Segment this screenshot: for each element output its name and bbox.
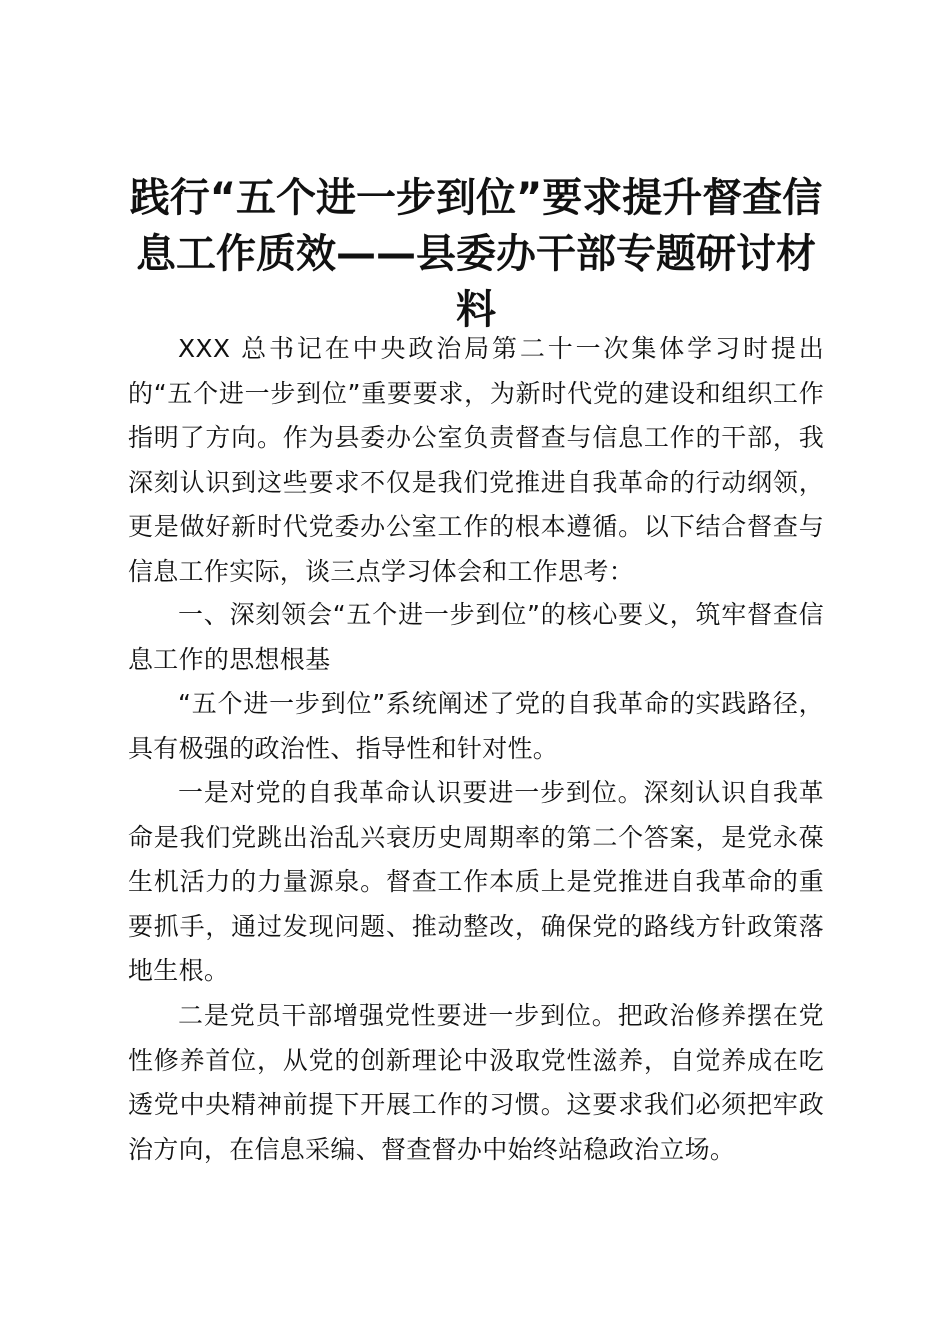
section-heading: 一、深刻领会“五个进一步到位”的核心要义，筑牢督查信息工作的思想根基 xyxy=(128,600,824,674)
point-two-paragraph: 二是党员干部增强党性要进一步到位。把政治修养摆在党性修养首位，从党的创新理论中汲取党性滋养，自觉养成在吃透党中央精神前提下开展工作的习惯。这要求我们必须把牢政治方向，在信息采编、督查督办中始终站稳政治立场。 xyxy=(128,1001,824,1164)
summary-paragraph: “五个进一步到位”系统阐述了党的自我革命的实践路径，具有极强的政治性、指导性和针对性。 xyxy=(128,689,824,763)
point-one-paragraph: 一是对党的自我革命认识要进一步到位。深刻认识自我革命是我们党跳出治乱兴衰历史周期率的第二个答案，是党永葆生机活力的力量源泉。督查工作本质上是党推进自我革命的重要抓手，通过发现问题、推动整改，确保党的路线方针政策落地生根。 xyxy=(128,778,824,985)
document-title: 践行“五个进一步到位”要求提升督查信息工作质效——县委办干部专题研讨材料 xyxy=(129,175,823,333)
intro-paragraph: XXX 总书记在中央政治局第二十一次集体学习时提出的“五个进一步到位”重要要求，为新时代党的建设和组织工作指明了方向。作为县委办公室负责督查与信息工作的干部，我深刻认识到这些要求不仅是我们党推进自我革命的行动纲领，更是做好新时代党委办公室工作的根本遵循。以下结合督查与信息工作实际，谈三点学习体会和工作思考： xyxy=(128,334,824,586)
